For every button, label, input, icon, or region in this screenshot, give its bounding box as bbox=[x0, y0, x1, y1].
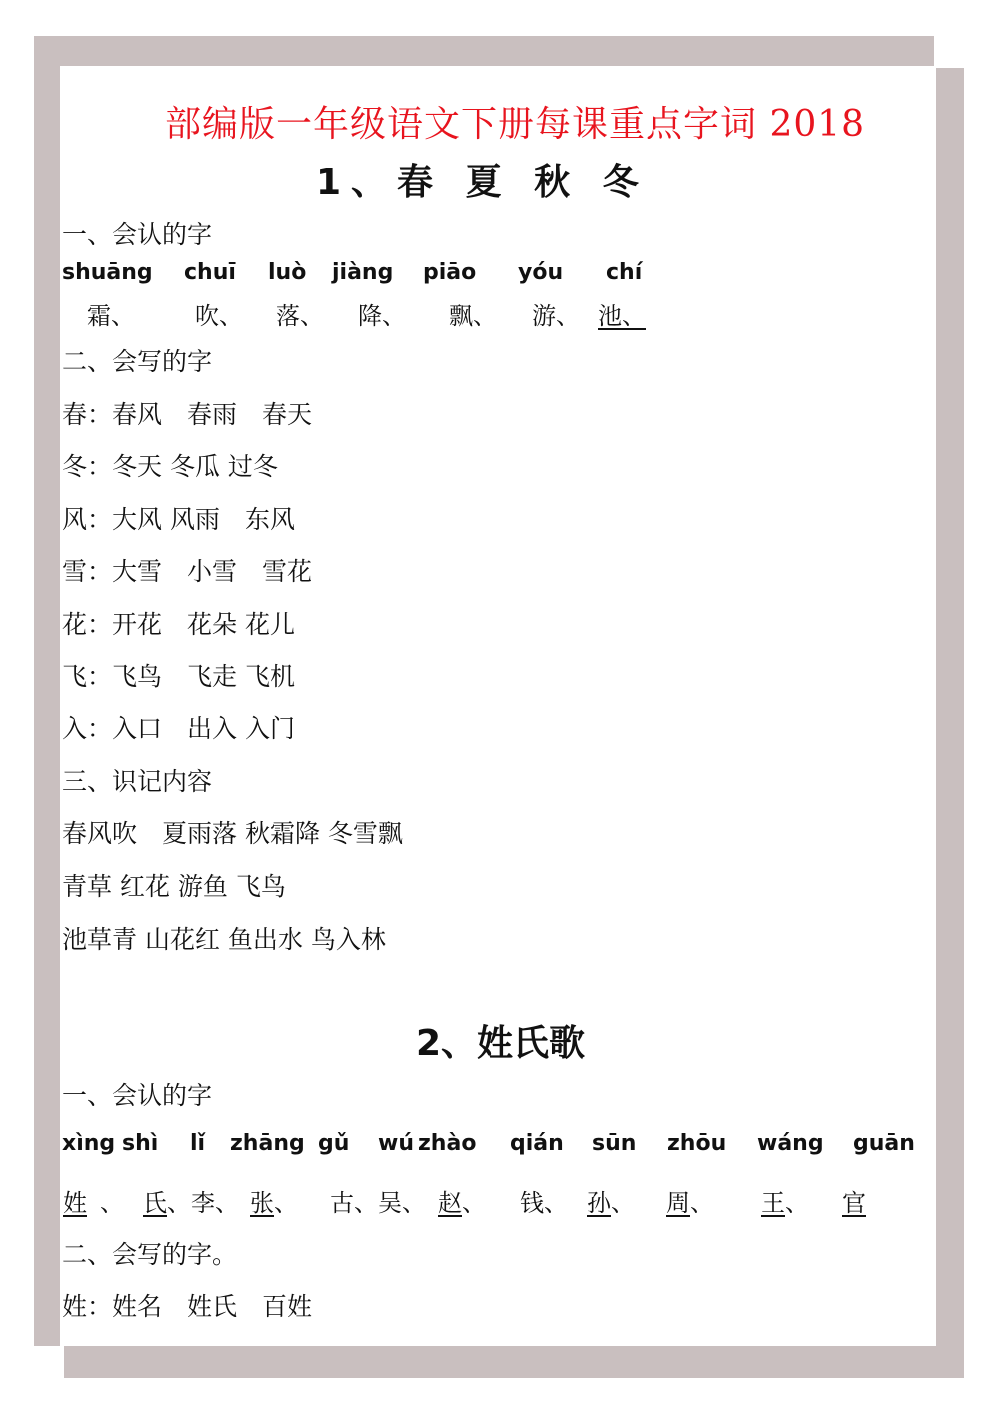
pinyin-guan: guān bbox=[853, 1131, 915, 1156]
pinyin-wang: wáng bbox=[757, 1131, 824, 1156]
memo-line: 春风吹 夏雨落 秋霜降 冬雪飘 bbox=[62, 819, 403, 848]
write-line: 冬：冬天 冬瓜 过冬 bbox=[62, 452, 278, 481]
write-line: 春：春风 春雨 春天 bbox=[62, 400, 313, 429]
lesson-2-recognize-heading: 一、会认的字 bbox=[62, 1081, 213, 1110]
lesson-2-write-heading: 二、会写的字。 bbox=[62, 1240, 238, 1269]
document-title: 部编版一年级语文下册每课重点字词 2018 bbox=[165, 104, 866, 145]
pinyin-zhou: zhōu bbox=[667, 1131, 727, 1156]
char-guan: 官 bbox=[842, 1189, 866, 1217]
char-you: 游、 bbox=[532, 302, 580, 330]
char-wang: 王 bbox=[761, 1189, 785, 1217]
char-xing: 姓 bbox=[63, 1189, 87, 1217]
char-shuang: 霜、 bbox=[87, 302, 135, 330]
char-luo: 落、 bbox=[276, 302, 324, 330]
memo-line: 青草 红花 游鱼 飞鸟 bbox=[62, 872, 286, 901]
lesson-1-memo-heading: 三、识记内容 bbox=[62, 767, 213, 796]
write-line: 雪：大雪 小雪 雪花 bbox=[62, 557, 313, 586]
write-line: 姓：姓名 姓氏 百姓 bbox=[62, 1292, 313, 1321]
char-qian: 钱、 bbox=[520, 1189, 568, 1217]
char-sun: 孙 bbox=[587, 1189, 611, 1217]
pinyin-shi: shì bbox=[122, 1131, 159, 1156]
char-zhang: 张 bbox=[250, 1189, 274, 1217]
pinyin-qian: qián bbox=[510, 1131, 564, 1156]
char-sep: 、 bbox=[462, 1189, 486, 1217]
pinyin-piao: piāo bbox=[423, 260, 477, 285]
pinyin-gu: gǔ bbox=[318, 1131, 350, 1156]
char-sep: 、 bbox=[274, 1189, 298, 1217]
char-piao: 飘、 bbox=[449, 302, 497, 330]
pinyin-you: yóu bbox=[518, 260, 564, 285]
write-line: 风：大风 风雨 东风 bbox=[62, 505, 295, 534]
char-gu-wu: 古、吴、 bbox=[330, 1189, 426, 1217]
lesson-1-write-heading: 二、会写的字 bbox=[62, 347, 213, 376]
pinyin-sun: sūn bbox=[592, 1131, 637, 1156]
pinyin-chi: chí bbox=[606, 260, 643, 285]
char-li: 、李、 bbox=[167, 1189, 239, 1217]
pinyin-li: lǐ bbox=[190, 1131, 206, 1156]
lesson-1-title: 1、春 夏 秋 冬 bbox=[316, 162, 649, 203]
pinyin-xing: xìng bbox=[62, 1131, 116, 1156]
write-line: 入：入口 出入 入门 bbox=[62, 714, 295, 743]
pinyin-jiang: jiàng bbox=[332, 260, 394, 285]
char-sep: 、 bbox=[785, 1189, 809, 1217]
char-sep: 、 bbox=[611, 1189, 635, 1217]
pinyin-wu: wú bbox=[378, 1131, 414, 1156]
char-sep: 、 bbox=[100, 1189, 124, 1217]
pinyin-shuang: shuāng bbox=[62, 260, 153, 285]
char-zhao: 赵 bbox=[438, 1189, 462, 1217]
pinyin-zhang: zhāng bbox=[230, 1131, 305, 1156]
pinyin-chui: chuī bbox=[184, 260, 236, 285]
write-line: 花：开花 花朵 花儿 bbox=[62, 610, 295, 639]
lesson-2-title: 2、姓氏歌 bbox=[416, 1023, 586, 1064]
char-chi: 池、 bbox=[598, 302, 646, 330]
write-line: 飞：飞鸟 飞走 飞机 bbox=[62, 662, 295, 691]
lesson-1-recognize-heading: 一、会认的字 bbox=[62, 220, 213, 249]
memo-line: 池草青 山花红 鱼出水 鸟入林 bbox=[62, 925, 386, 954]
char-zhou: 周 bbox=[666, 1189, 690, 1217]
pinyin-zhao: zhào bbox=[418, 1131, 477, 1156]
char-jiang: 降、 bbox=[358, 302, 406, 330]
pinyin-luo: luò bbox=[268, 260, 307, 285]
char-chui: 吹、 bbox=[195, 302, 243, 330]
char-sep: 、 bbox=[690, 1189, 714, 1217]
char-shi: 氏 bbox=[143, 1189, 167, 1217]
